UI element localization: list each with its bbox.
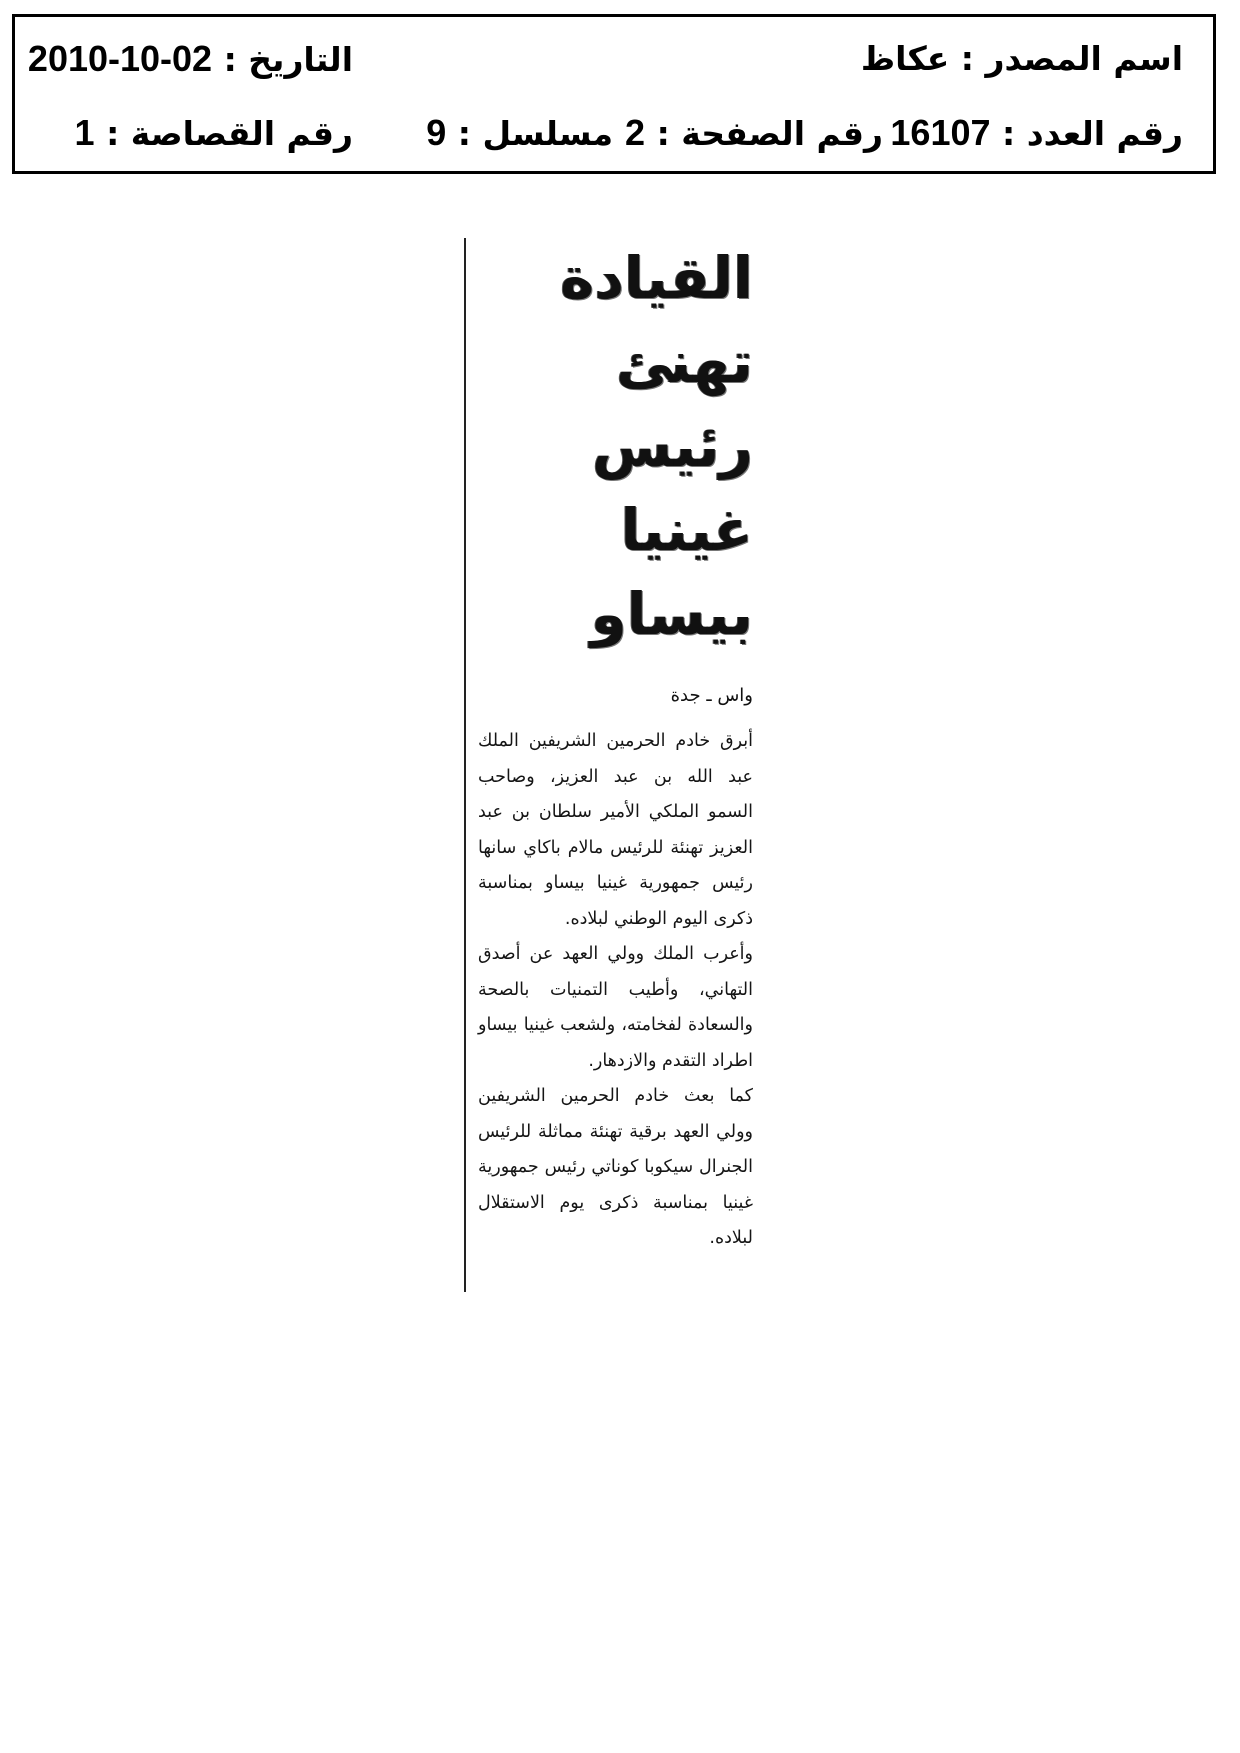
headline-line: بيساو (590, 580, 753, 648)
issue-label: رقم العدد : (1002, 114, 1183, 153)
clip-label: رقم القصاصة : (106, 114, 353, 153)
date-field (28, 37, 353, 82)
clip-field (75, 111, 353, 156)
serial-value: 9 (426, 112, 447, 153)
serial-label: مسلسل : (457, 114, 613, 153)
headline-line: رئيس غينيا (592, 412, 753, 564)
headline-line: القيادة تهنئ (560, 244, 753, 396)
clip-value: 1 (74, 112, 95, 153)
article-paragraph: أبرق خادم الحرمين الشريفين الملك عبد الله بن عبد العزيز، وصاحب السمو الملكي الأمير سلطان بن عبد العزيز تهنئة للرئيس مالام باكاي سانها رئيس جمهورية غينيا بيساو بمناسبة ذكرى اليوم الوطني لبلاده. (478, 731, 753, 929)
article-clipping (478, 236, 753, 1257)
issue-value: 16107 (890, 112, 991, 153)
article-paragraph: كما بعث خادم الحرمين الشريفين وولي العهد برقية تهنئة مماثلة للرئيس الجنرال سيكوبا كوناتي رئيس جمهورية غينيا بمناسبة ذكرى يوم الاستقلال لبلاده. (478, 1086, 753, 1248)
source-field (861, 37, 1183, 81)
source-value: عكاظ (860, 39, 950, 78)
date-label: التاريخ : (223, 40, 353, 79)
source-label: اسم المصدر : (960, 39, 1183, 78)
article-body (478, 724, 753, 1257)
page-value: 2 (625, 112, 646, 153)
page-label: رقم الصفحة : (656, 114, 883, 153)
page-field (625, 111, 883, 156)
issue-field (890, 111, 1183, 156)
clipping-header (12, 14, 1216, 174)
article-paragraph: وأعرب الملك وولي العهد عن أصدق التهاني، وأطيب التمنيات بالصحة والسعادة لفخامته، ولشعب غينيا بيساو اطراد التقدم والازدهار. (478, 944, 753, 1071)
serial-field (426, 111, 613, 156)
column-divider (464, 238, 466, 1292)
article-headline (478, 236, 753, 656)
article-dateline: واس ـ جدة (670, 685, 753, 706)
date-value: 2010-10-02 (27, 38, 213, 79)
